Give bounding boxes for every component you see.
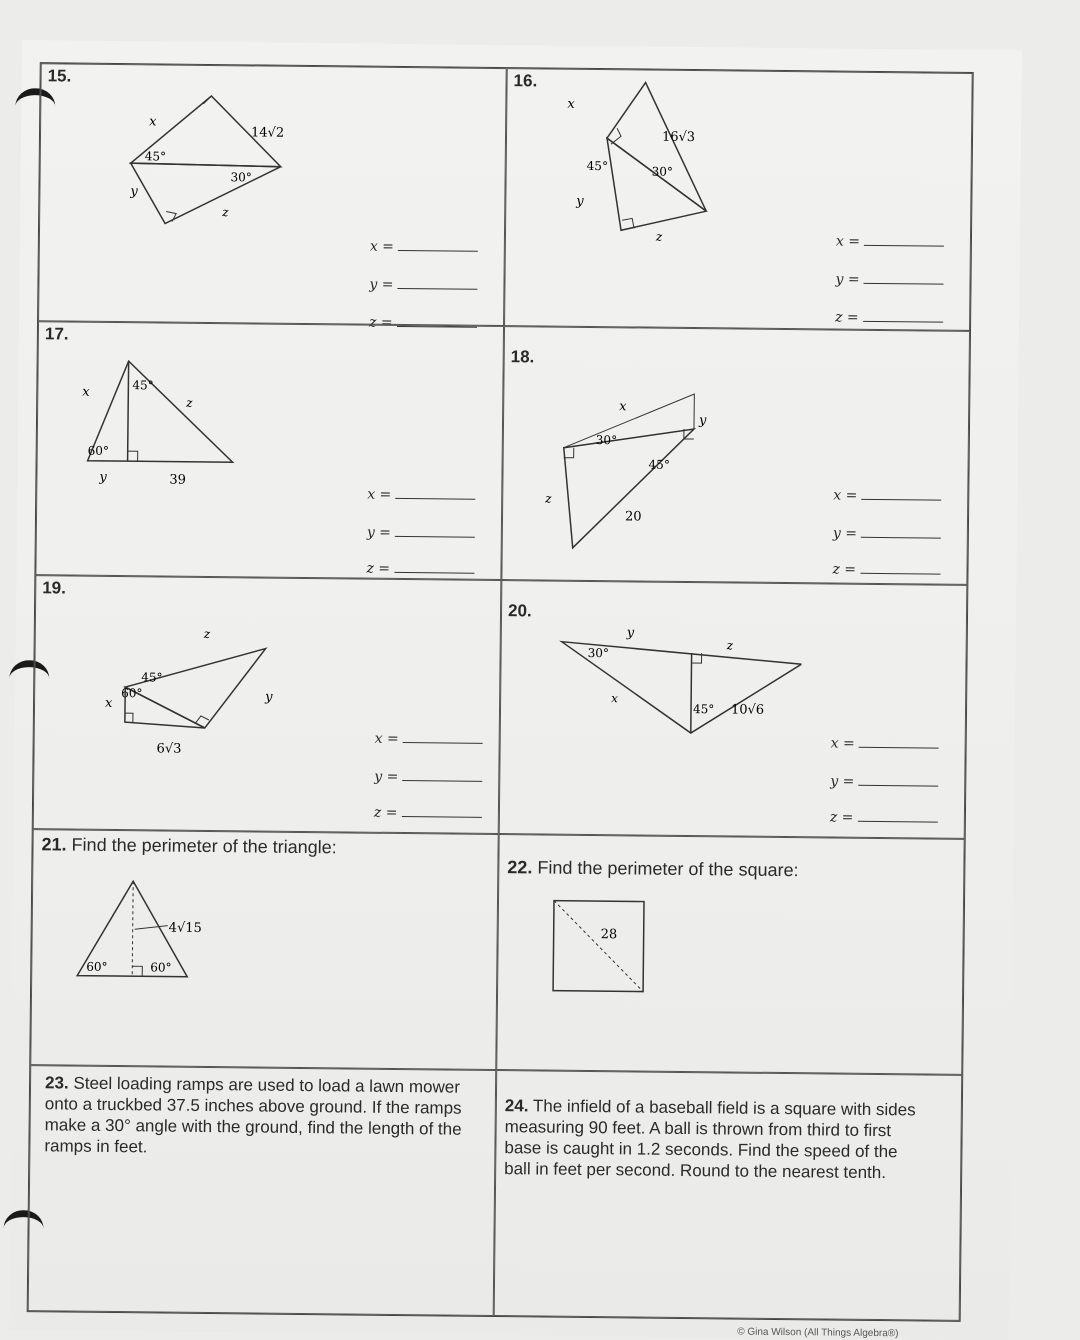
- problem-18: [501, 326, 970, 585]
- square-diagram: [548, 896, 659, 1007]
- label-y: y: [265, 689, 273, 705]
- answer-x[interactable]: x =: [370, 238, 478, 256]
- angle-60-right: 60°: [150, 960, 172, 975]
- word-problem: 24. The infield of a baseball field is a square with sides measuring 90 feet. A ball is thrown from third to first base is caught in 1.2 seconds. Find the speed of the ball in feet per second. Round to the nearest tenth.: [504, 1096, 916, 1183]
- label-side: 20: [624, 509, 642, 525]
- label-z: z: [545, 491, 552, 506]
- problem-number: 15.: [47, 66, 72, 86]
- label-side: 4√15: [168, 920, 202, 936]
- answer-x[interactable]: x =: [367, 486, 475, 504]
- angle-45: 45°: [692, 702, 715, 717]
- label-z: z: [222, 205, 229, 220]
- label-x: x: [104, 695, 113, 711]
- answer-x[interactable]: x =: [375, 730, 483, 748]
- answer-z[interactable]: z =: [369, 314, 477, 332]
- triangle-diagram: [540, 621, 801, 764]
- answer-y[interactable]: y =: [374, 768, 482, 786]
- label-y: y: [626, 625, 635, 641]
- problem-number: 19.: [42, 578, 67, 598]
- angle-30: 30°: [587, 645, 609, 661]
- label-side: 6√3: [156, 741, 182, 757]
- answer-z[interactable]: z =: [366, 560, 474, 578]
- label-y: y: [576, 193, 584, 209]
- angle-30: 30°: [230, 170, 252, 185]
- problem-19: [33, 575, 502, 834]
- answer-y[interactable]: y =: [367, 524, 475, 542]
- label-x: x: [611, 691, 618, 706]
- triangle-diagram: [90, 85, 392, 238]
- angle-30: 30°: [651, 164, 674, 179]
- answer-y[interactable]: y =: [835, 271, 943, 289]
- label-z: z: [186, 395, 193, 410]
- triangle-diagram: [566, 80, 788, 262]
- problem-17: [35, 321, 504, 580]
- label-diagonal: 28: [600, 927, 618, 943]
- angle-60: 60°: [87, 443, 110, 458]
- problem-grid: [27, 62, 974, 1322]
- angle-45: 45°: [144, 149, 167, 164]
- problem-number: 18.: [510, 347, 535, 367]
- label-y: y: [698, 413, 707, 429]
- label-side: 14√2: [250, 125, 285, 141]
- label-x: x: [567, 96, 575, 112]
- problem-20: [499, 580, 968, 839]
- problem-23: [28, 1065, 497, 1316]
- copyright-footer: © Gina Wilson (All Things Algebra®): [737, 1326, 899, 1340]
- label-side: 39: [169, 472, 187, 488]
- label-y: y: [130, 184, 138, 200]
- problem-number: 20.: [507, 601, 532, 621]
- answer-z[interactable]: z =: [835, 309, 943, 327]
- problem-prompt: 21. Find the perimeter of the triangle:: [41, 834, 337, 858]
- label-side: 10√6: [730, 702, 765, 718]
- answer-x[interactable]: x =: [836, 233, 944, 251]
- label-y: y: [99, 469, 107, 485]
- problem-15: [38, 63, 507, 331]
- problem-24: [494, 1070, 963, 1321]
- problem-number: 17.: [44, 324, 69, 344]
- word-problem: 23. Steel loading ramps are used to load a lawn mower onto a truckbed 37.5 inches above ground. If the ramps make a 30° angle with the ground, find the length of the ramps in feet.: [44, 1073, 462, 1157]
- angle-45: 45°: [648, 457, 670, 472]
- angle-60: 60°: [121, 686, 143, 701]
- problem-21: [30, 829, 498, 1070]
- answer-y[interactable]: y =: [833, 525, 941, 543]
- problem-22: [496, 834, 964, 1075]
- label-x: x: [82, 384, 90, 400]
- problem-prompt: 22. Find the perimeter of the square:: [507, 857, 799, 881]
- angle-30: 30°: [595, 433, 618, 448]
- answer-z[interactable]: z =: [832, 561, 940, 579]
- triangle-diagram: [67, 351, 288, 493]
- answer-z[interactable]: z =: [374, 804, 482, 822]
- triangle-diagram: [64, 606, 306, 769]
- problem-16: [504, 68, 973, 331]
- angle-45: 45°: [132, 378, 154, 393]
- label-x: x: [619, 399, 627, 415]
- problem-number: 16.: [513, 71, 538, 91]
- answer-z[interactable]: z =: [830, 809, 938, 827]
- label-x: x: [149, 114, 157, 130]
- angle-45: 45°: [141, 670, 163, 685]
- triangle-diagram: [72, 871, 233, 993]
- label-side: 16√3: [661, 129, 696, 146]
- answer-x[interactable]: x =: [833, 487, 941, 505]
- worksheet-page: [8, 40, 1021, 1340]
- label-z: z: [203, 626, 211, 642]
- answer-x[interactable]: x =: [831, 735, 939, 753]
- answer-y[interactable]: y =: [369, 276, 477, 294]
- angle-60-left: 60°: [86, 959, 108, 974]
- triangle-diagram: [532, 387, 754, 579]
- angle-45: 45°: [586, 158, 609, 174]
- answer-y[interactable]: y =: [830, 773, 938, 791]
- label-z: z: [726, 638, 734, 653]
- label-z: z: [655, 229, 663, 244]
